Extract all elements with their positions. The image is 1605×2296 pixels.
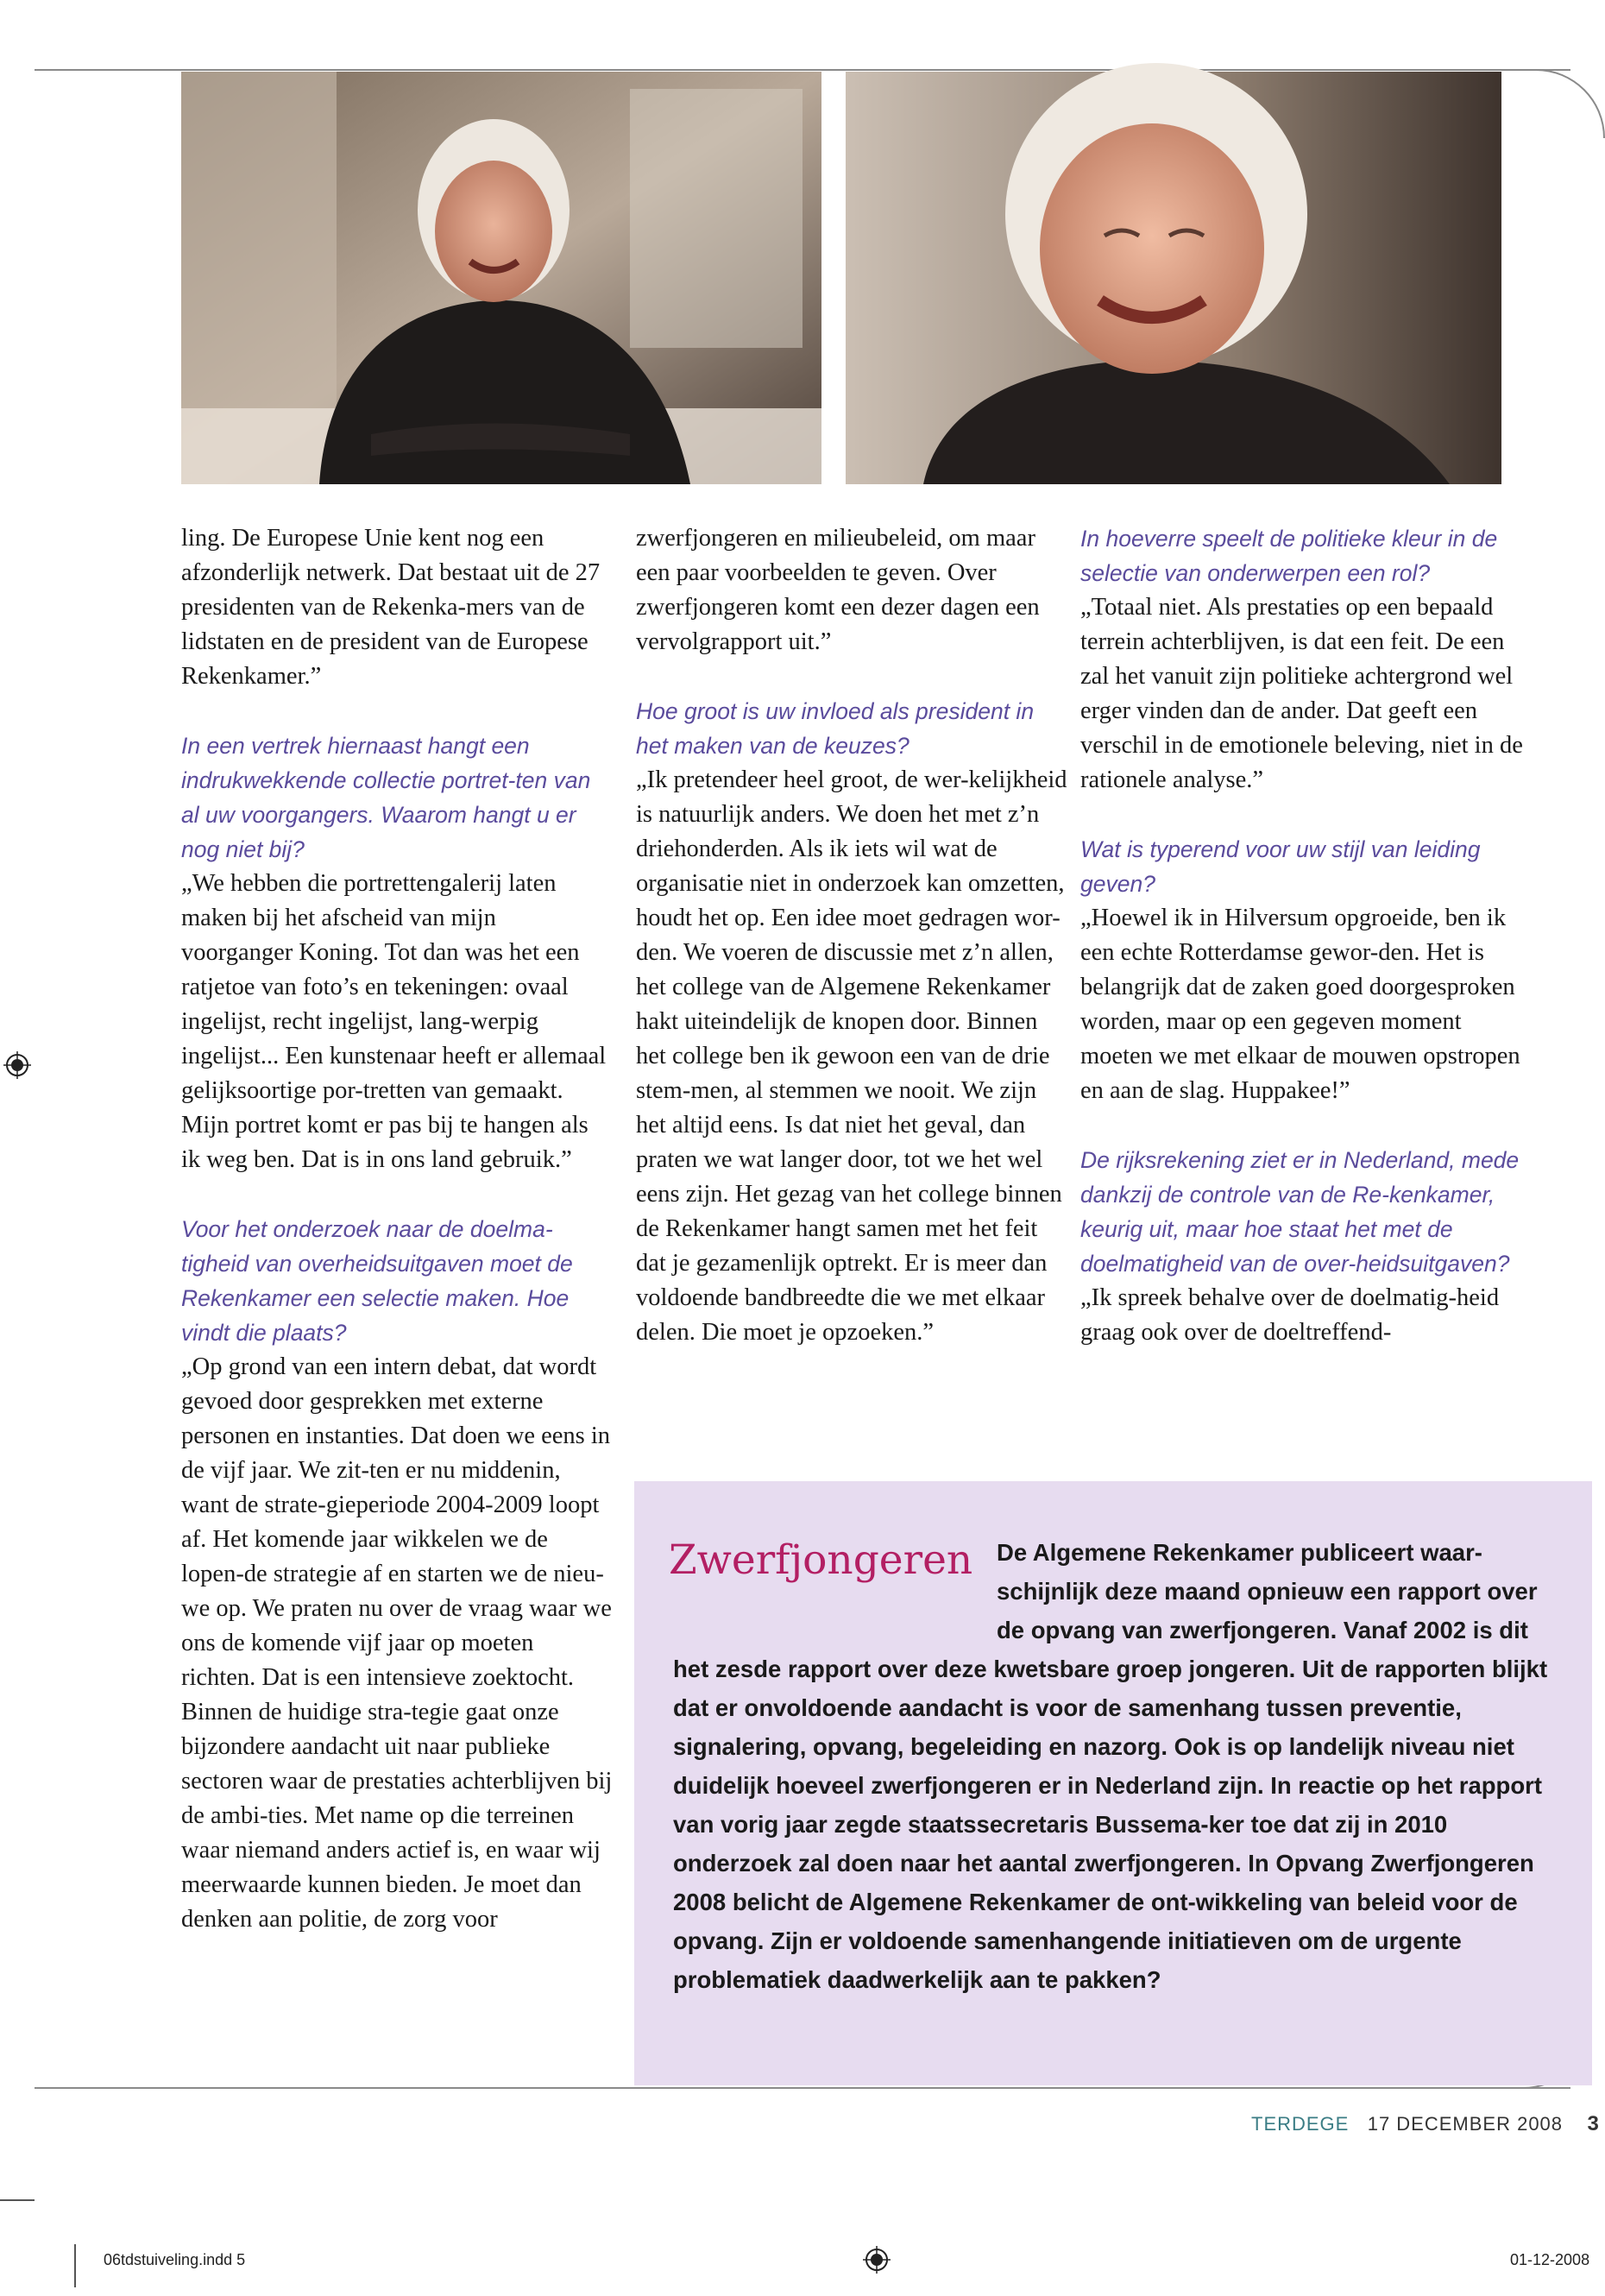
crop-mark-line [74,2244,76,2287]
title-spacer [673,1533,997,1645]
slug-filename: 06tdstuiveling.indd 5 [104,2251,246,2268]
magazine-name: TERDEGE [1251,2113,1350,2135]
text-column-3 [1080,521,1529,1350]
issue-date: 17 DECEMBER 2008 [1367,2113,1564,2135]
body-paragraph: „Hoewel ik in Hilversum opgroeide, ben ik een echte Rotterdamse gewor-den. Het is belangrijk dat de zaken goed doorgesproken worden, maar op een gegeven moment moeten we met elkaar de mouwen opstropen en aan de slag. Huppakee!” [1080,905,1520,1104]
photo-left [181,72,821,484]
interview-question: In een vertrek hiernaast hangt een indrukwekkende collectie portret-ten van al uw voorgangers. Waarom hangt u er nog niet bij? [181,733,591,862]
interview-question: Wat is typerend voor uw stijl van leiding geven? [1080,836,1481,897]
info-box-title: Zwerfjongeren [669,1536,973,1584]
body-paragraph: „Op grond van een intern debat, dat wordt gevoed door gesprekken met externe personen en instanties. Dat doen we eens in de vijf jaar. We zit-ten er nu middenin, want de strate-gieperiode 2004-2009 loopt af. Het komende jaar wikkelen we de lopen-de strategie af en starten we de nieu-we op. We praten nu over de vraag waar we ons de komende vijf jaar op moeten richten. Dat is een intensieve zoektocht. Binnen de huidige stra-tegie gaat onze bijzondere aandacht uit naar publieke sectoren waar de prestaties achterblijven bij de ambi-ties. Met name op die terreinen waar niemand anders actief is, en waar wij meerwaarde kunnen bieden. Je moet dan denken aan politie, de zorg voor [181,1353,613,1933]
body-paragraph: zwerfjongeren en milieubeleid, om maar een paar voorbeelden te geven. Over zwerfjongeren komt een dezer dagen een vervolgrapport uit.” [636,525,1040,655]
top-rule [35,69,1570,71]
info-box-text: De Algemene Rekenkamer publiceert waar-schijnlijk deze maand opnieuw een rapport over de opvang van zwerfjongeren. Vanaf 2002 is dit het zesde rapport over deze kwetsbare groep jongeren. Uit de rapporten blijkt dat er onvoldoende aandacht is voor de samenhang tussen preventie, signalering, opvang, begeleiding en nazorg. Ook is op landelijk niveau niet duidelijk hoeveel zwerfjongeren er in Nederland zijn. In reactie op het rapport van vorig jaar zegde staatssecretaris Bussema-ker toe dat zij in 2010 onderzoek zal doen naar het aantal zwerfjongeren. In Opvang Zwerfjongeren 2008 belicht de Algemene Rekenkamer de ont-wikkeling van beleid voor de opvang. Zijn er voldoende samenhangende initiatieven om de urgente problematiek daadwerkelijk aan te pakken? [673,1539,1548,1993]
bottom-rule [35,2087,1570,2089]
registration-mark-icon [3,1051,31,1079]
body-paragraph: „Ik spreek behalve over de doelmatig-heid graag ook over de doeltreffend- [1080,1284,1500,1346]
photo-right [846,72,1501,484]
info-box-body [673,1533,1553,1999]
interview-question: De rijksrekening ziet er in Nederland, mede dankzij de controle van de Re-kenkamer, keurig uit, maar hoe staat het met de doelmatigheid van de over-heidsuitgaven? [1080,1147,1520,1277]
interview-question: In hoeverre speelt de politieke kleur in de selectie van onderwerpen een rol? [1080,526,1498,586]
body-paragraph: ling. De Europese Unie kent nog een afzonderlijk netwerk. Dat bestaat uit de 27 presidenten van de Rekenka-mers van de lidstaten en de president van de Europese Rekenkamer.” [181,525,601,690]
top-right-corner [1536,69,1605,138]
body-paragraph: „Ik pretendeer heel groot, de wer-kelijkheid is natuurlijk anders. We doen het met z’n driehonderden. Als ik iets wil wat de organisatie niet in onderzoek kan omzetten, houdt het op. Een idee moet gedragen wor-den. We voeren de discussie met z’n allen, het college van de Algemene Rekenkamer hakt uiteindelijk de knopen door. Binnen het college ben ik gewoon een van de drie stem-men, al stemmen we nooit. We zijn het altijd eens. Is dat niet het geval, dan praten we wat langer door, tot we het wel eens zijn. Het gezag van het college binnen de Rekenkamer hangt samen met het feit dat je gezamenlijk optrekt. Er is meer dan voldoende bandbreedte die we met elkaar delen. Die moet je opzoeken.” [636,766,1067,1346]
slug-date: 01-12-2008 [1510,2251,1590,2268]
body-paragraph: „We hebben die portrettengalerij laten maken bij het afscheid van mijn voorganger Koning. Tot dan was het een ratjetoe van foto’s en tekeningen: ovaal ingelijst, recht ingelijst, lang-werpig ingelijst... Een kunstenaar heeft er allemaal gelijksoortige por-tretten van gemaakt. Mijn portret komt er pas bij te hangen als ik weg ben. Dat is in ons land gebruik.” [181,870,607,1173]
text-column-1 [181,521,613,1937]
interview-question: Hoe groot is uw invloed als president in het maken van de keuzes? [636,698,1035,759]
interview-question: Voor het onderzoek naar de doelma-tigheid van overheidsuitgaven moet de Rekenkamer een selectie maken. Hoe vindt die plaats? [181,1216,573,1346]
crop-mark-line [0,2199,35,2201]
page-number: 3 [1587,2112,1600,2135]
registration-mark-icon [863,2246,891,2274]
page-footer [1251,2112,1600,2136]
text-column-2 [636,521,1067,1350]
body-paragraph: „Totaal niet. Als prestaties op een bepaald terrein achterblijven, is dat een feit. De een zal het vanuit zijn politieke achtergrond wel erger vinden dan de ander. Dat geeft een verschil in de emotionele beleving, niet in de rationele analyse.” [1080,594,1523,793]
